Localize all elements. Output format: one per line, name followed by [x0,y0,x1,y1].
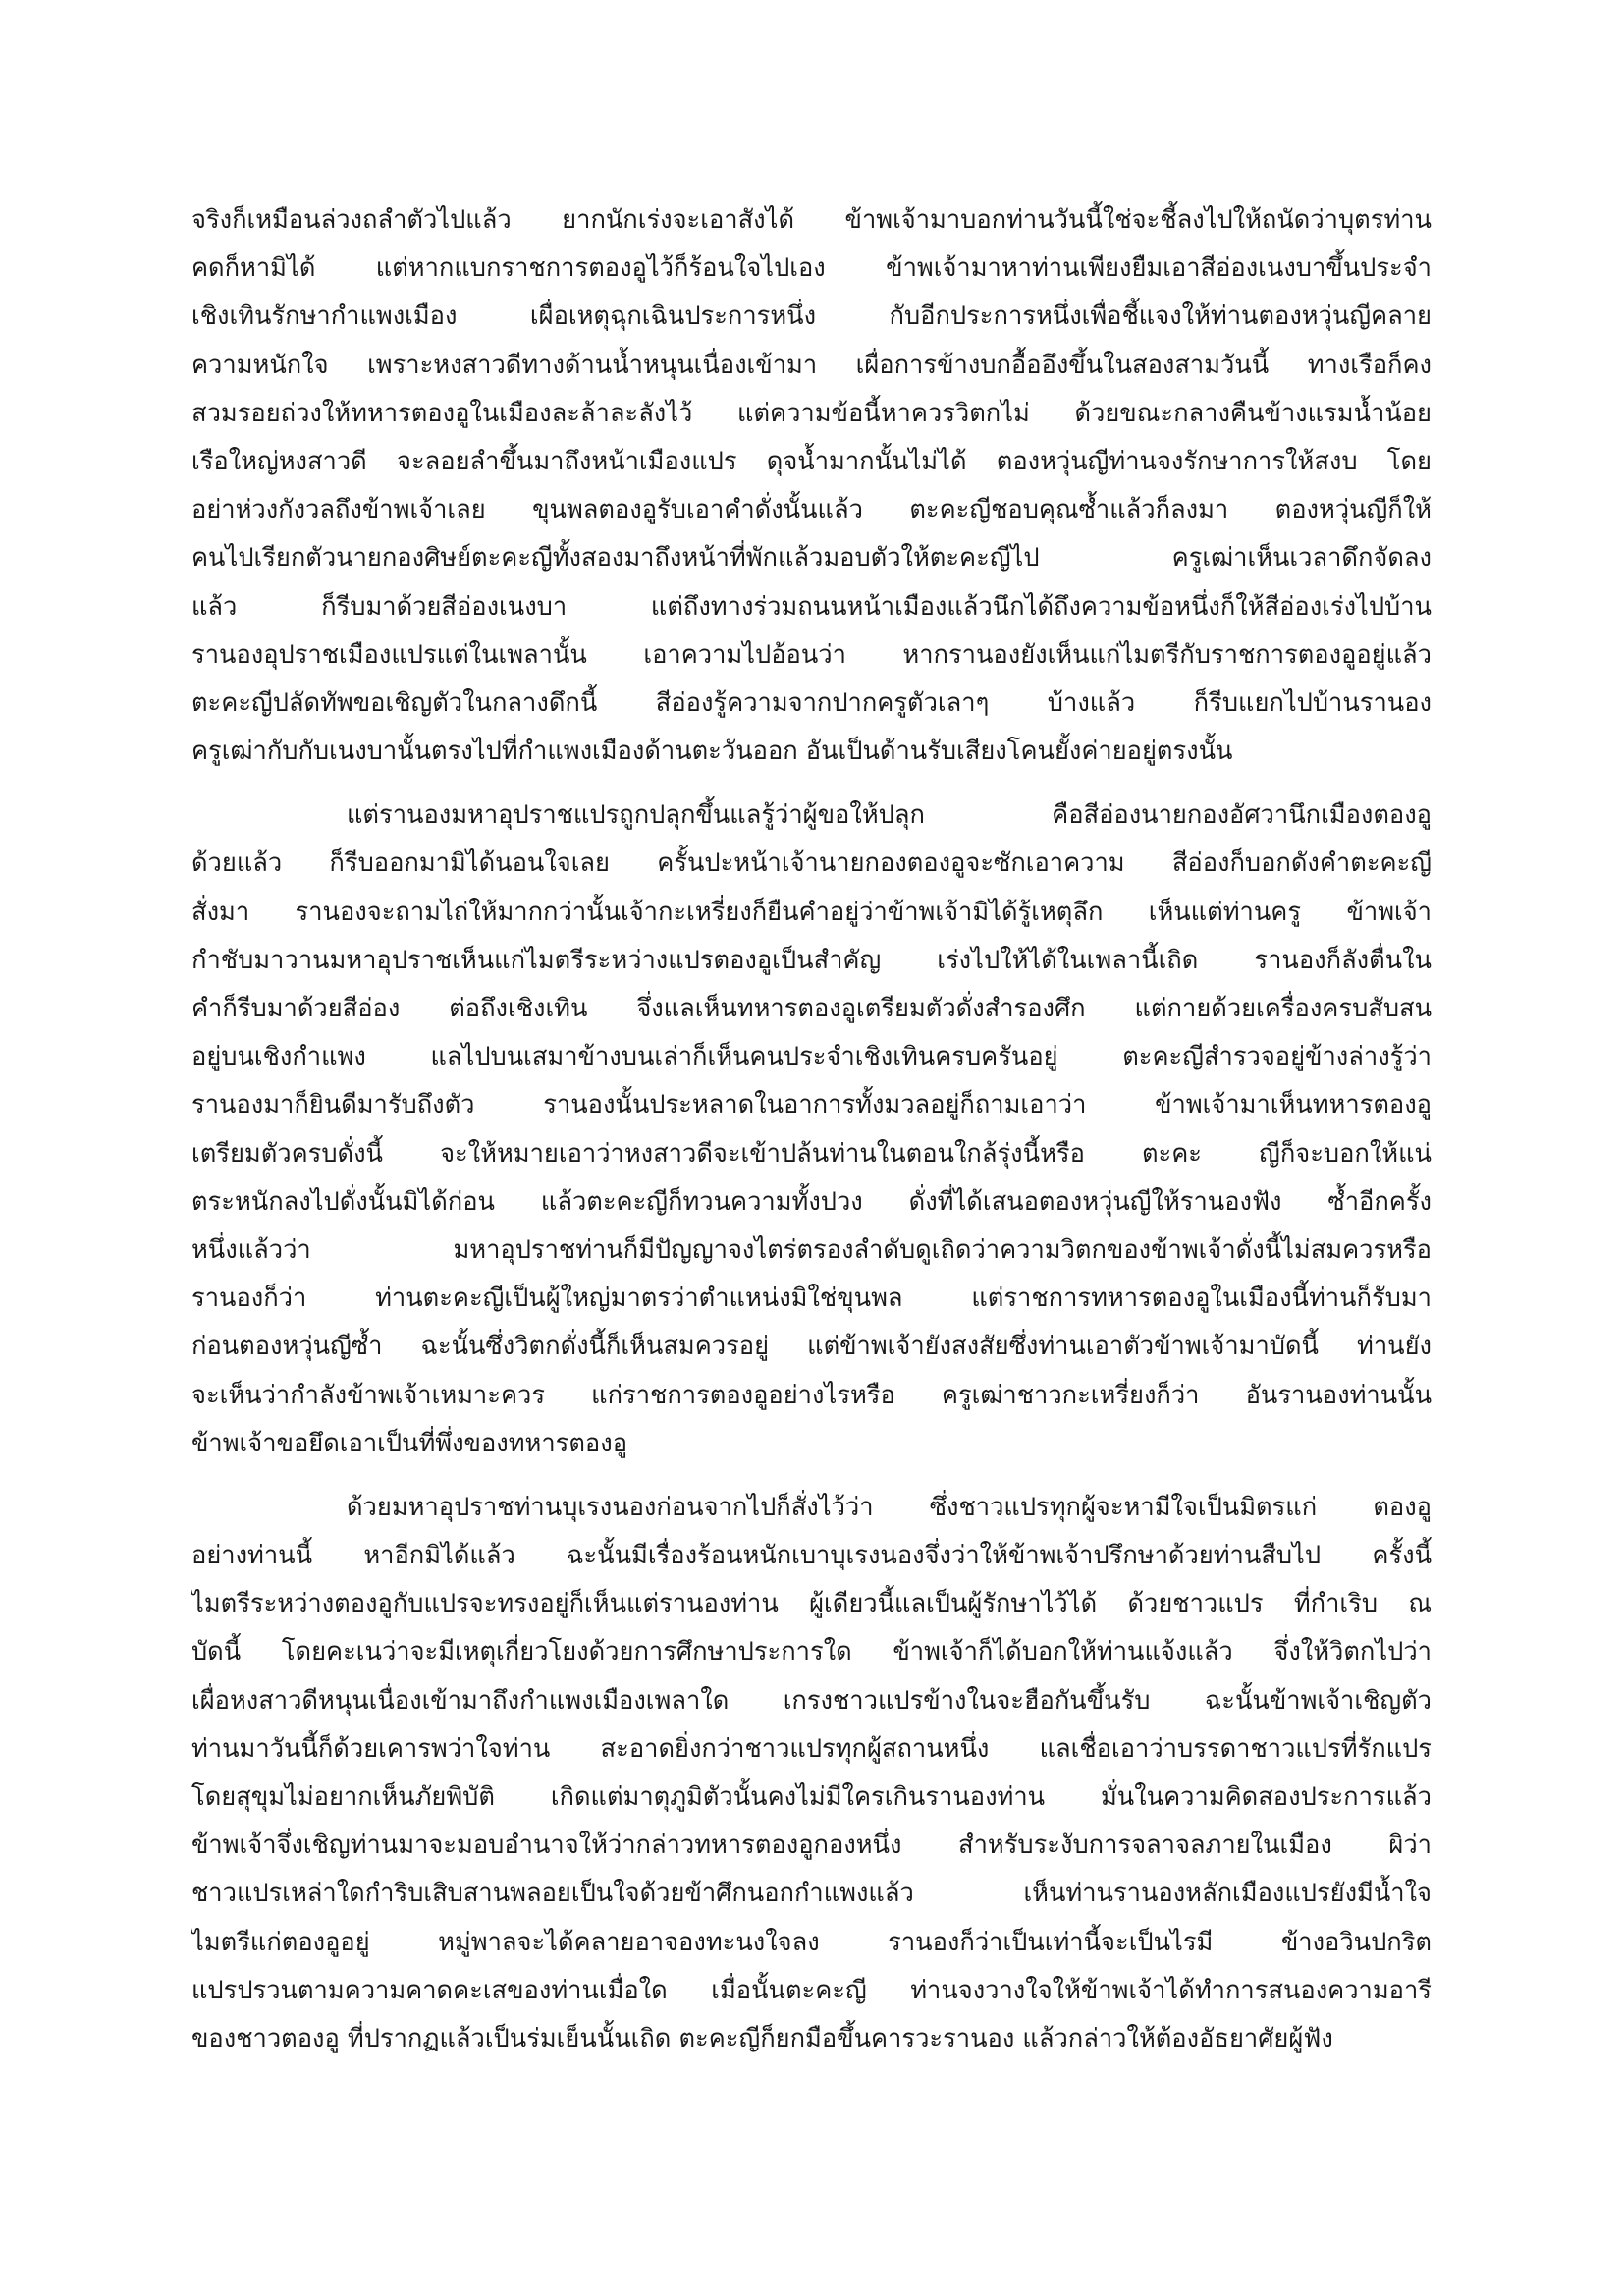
text-line: รานองก็ว่า ท่านตะคะญีเป็นผู้ใหญ่มาตรว่าตำแหน่งมิใช่ขุนพล แต่ราชการทหารตองอูในเมืองนี้ท่านก็รับมา [191,1284,1432,1314]
text-line: อย่างท่านนี้ หาอีกมิได้แล้ว ฉะนั้นมีเรื่องร้อนหนักเบาบุเรงนองจึ่งว่าให้ข้าพเจ้าปรึกษาด้วยท่านสืบไป ครั้งนี้ [191,1541,1432,1571]
text-line: ตระหนักลงไปดั่งนั้นมิได้ก่อน แล้วตะคะญีก็ทวนความทั้งปวง ดั่งที่ได้เสนอตองหวุ่นญีให้รานองฟัง ซ้ำอีกครั้ง [191,1186,1432,1217]
paragraph [191,196,1432,776]
text-line: แต่รานองมหาอุปราชแปรถูกปลุกขึ้นแลรู้ว่าผู้ขอให้ปลุก คือสีอ่องนายกองอัศวานึกเมืองตองอู [347,800,1432,831]
text-line: เชิงเทินรักษากำแพงเมือง เผื่อเหตุฉุกเฉินประการหนึ่ง กับอีกประการหนึ่งเพื่อชี้แจงให้ท่านตองหวุ่นญีคลาย [191,301,1432,332]
text-line: อยู่บนเชิงกำแพง แลไปบนเสมาข้างบนเล่าก็เห็นคนประจำเชิงเทินครบครันอยู่ ตะคะญีสำรวจอยู่ข้างล่างรู้ว่า [191,1042,1432,1072]
text-line: ความหนักใจ เพราะหงสาวดีทางด้านน้ำหนุนเนื่องเข้ามา เผื่อการข้างบกอื้ออึงขึ้นในสองสามวันนี้ ทางเรือก็คง [191,350,1432,380]
text-line: แปรปรวนตามความคาดคะเสของท่านเมื่อใด เมื่อนั้นตะคะญี ท่านจงวางใจให้ข้าพเจ้าได้ทำการสนองความอารี [191,1975,1432,2005]
text-line: ตะคะญีปลัดทัพขอเชิญตัวในกลางดึกนี้ สีอ่องรู้ความจากปากครูตัวเลาๆ บ้างแล้ว ก็รีบแยกไปบ้านรานอง [191,687,1432,718]
text-line: คดก็หามิได้ แต่หากแบกราชการตองอูไว้ก็ร้อนใจไปเอง ข้าพเจ้ามาหาท่านเพียงยืมเอาสีอ่องเนงบาขึ้นประจำ [191,253,1432,284]
text-line: ครูเฒ่ากับกับเนงบานั้นตรงไปที่กำแพงเมืองด้านตะวันออก อันเป็นด้านรับเสียงโคนยั้งค่ายอยู่ตรงนั้น [191,737,1233,767]
text-line: คำก็รีบมาด้วยสีอ่อง ต่อถึงเชิงเทิน จึ่งแลเห็นทหารตองอูเตรียมตัวดั่งสำรองศึก แต่กายด้วยเครื่องครบสับสน [191,994,1432,1023]
text-line: สวมรอยถ่วงให้ทหารตองอูในเมืองละล้าละลังไว้ แต่ความข้อนี้หาควรวิตกไม่ ด้วยขณะกลางคืนข้างแรมน้ำน้อย [191,398,1432,428]
text-line: ข้าพเจ้าขอยึดเอาเป็นที่พึ่งของทหารตองอู [191,1428,628,1458]
paragraph [191,792,1432,1468]
text-line: รานองมาก็ยินดีมารับถึงตัว รานองนั้นประหลาดในอาการทั้งมวลอยู่ก็ถามเอาว่า ข้าพเจ้ามาเห็นทหารตองอู [191,1090,1432,1121]
text-line: ไมตรีแก่ตองอูอยู่ หมู่พาลจะได้คลายอาจองทะนงใจลง รานองก็ว่าเป็นเท่านี้จะเป็นไรมี ข้างอวินปกริต [191,1927,1432,1957]
text-line: ด้วยแล้ว ก็รีบออกมามิได้นอนใจเลย ครั้นปะหน้าเจ้านายกองตองอูจะซักเอาความ สีอ่องก็บอกดังคำตะคะญี [191,848,1432,879]
text-line: กำชับมาวานมหาอุปราชเห็นแก่ไมตรีระหว่างแปรตองอูเป็นสำคัญ เร่งไปให้ได้ในเพลานี้เถิด รานองก็ลังตื่นใน [191,945,1432,975]
text-line: จะเห็นว่ากำลังข้าพเจ้าเหมาะควร แก่ราชการตองอูอย่างไรหรือ ครูเฒ่าชาวกะเหรี่ยงก็ว่า อันรานองท่านนั้น [191,1380,1432,1410]
text-line: เรือใหญ่หงสาวดี จะลอยลำขึ้นมาถึงหน้าเมืองแปร ดุจน้ำมากนั้นไม่ได้ ตองหวุ่นญีท่านจงรักษาการให้สงบ โดย [191,446,1432,476]
text-line: ท่านมาวันนี้ก็ด้วยเคารพว่าใจท่าน สะอาดยิ่งกว่าชาวแปรทุกผู้สถานหนึ่ง แลเชื่อเอาว่าบรรดาชาวแปรที่รักแปร [191,1733,1432,1764]
text-line: หนึ่งแล้วว่า มหาอุปราชท่านก็มีปัญญาจงไตร่ตรองลำดับดูเถิดว่าความวิตกของข้าพเจ้าดั่งนี้ไม่สมควรหรือ [191,1234,1432,1265]
text-line: เผื่อหงสาวดีหนุนเนื่องเข้ามาถึงกำแพงเมืองเพลาใด เกรงชาวแปรข้างในจะฮือกันขึ้นรับ ฉะนั้นข้าพเจ้าเชิญตัว [191,1685,1432,1716]
text-line: โดยสุขุมไม่อยากเห็นภัยพิบัติ เกิดแต่มาตุภูมิตัวนั้นคงไม่มีใครเกินรานองท่าน มั่นในความคิดสองประการแล้ว [191,1782,1432,1812]
text-line: สั่งมา รานองจะถามไถ่ให้มากกว่านั้นเจ้ากะเหรี่ยงก็ยืนคำอยู่ว่าข้าพเจ้ามิได้รู้เหตุลึก เห็นแต่ท่านครู ข้าพเจ้า [191,897,1432,927]
text-line: บัดนี้ โดยคะเนว่าจะมีเหตุเกี่ยวโยงด้วยการศึกษาประการใด ข้าพเจ้าก็ได้บอกให้ท่านแจ้งแล้ว จึ่งให้วิตกไปว่า [191,1637,1432,1667]
text-line: คนไปเรียกตัวนายกองศิษย์ตะคะญีทั้งสองมาถึงหน้าที่พักแล้วมอบตัวให้ตะคะญีไป ครูเฒ่าเห็นเวลาดึกจัดลง [191,543,1432,574]
text-line: ชาวแปรเหล่าใดกำริบเสิบสานพลอยเป็นใจด้วยข้าศึกนอกกำแพงแล้ว เห็นท่านรานองหลักเมืองแปรยังมีน้ำใจ [191,1879,1432,1909]
text-line: แล้ว ก็รีบมาด้วยสีอ่องเนงบา แต่ถึงทางร่วมถนนหน้าเมืองแล้วนึกได้ถึงความข้อหนึ่งก็ให้สีอ่องเร่งไปบ้าน [191,591,1432,622]
text-line: ไมตรีระหว่างตองอูกับแปรจะทรงอยู่ก็เห็นแต่รานองท่าน ผู้เดียวนี้แลเป็นผู้รักษาไว้ได้ ด้วยชาวแปร ที่กำเริบ ณ [191,1589,1432,1619]
text-line: เตรียมตัวครบดั่งนี้ จะให้หมายเอาว่าหงสาวดีจะเข้าปล้นท่านในตอนใกล้รุ่งนี้หรือ ตะคะ ญีก็จะบอกให้แน่ [191,1138,1432,1169]
paragraph [191,1484,1432,2063]
text-line: อย่าห่วงกังวลถึงข้าพเจ้าเลย ขุนพลตองอูรับเอาคำดั่งนั้นแล้ว ตะคะญีชอบคุณซ้ำแล้วก็ลงมา ตองหวุ่นญีก็ให้ [191,495,1432,525]
text-line: รานองอุปราชเมืองแปรแต่ในเพลานั้น เอาความไปอ้อนว่า หากรานองยังเห็นแก่ไมตรีกับราชการตองอูอยู่แล้ว [191,639,1432,670]
text-line: ข้าพเจ้าจึ่งเชิญท่านมาจะมอบอำนาจให้ว่ากล่าวทหารตองอูกองหนึ่ง สำหรับระงับการจลาจลภายในเมือง ผิว่า [191,1831,1432,1861]
document-body [191,196,1432,2063]
text-line: จริงก็เหมือนล่วงถลำตัวไปแล้ว ยากนักเร่งจะเอาสังได้ ข้าพเจ้ามาบอกท่านวันนี้ใช่จะชี้ลงไปให้ถนัดว่าบุตรท่าน [191,205,1432,235]
text-line: ด้วยมหาอุปราชท่านบุเรงนองก่อนจากไปก็สั่งไว้ว่า ซึ่งชาวแปรทุกผู้จะหามีใจเป็นมิตรแก่ ตองอู [347,1492,1432,1522]
text-line: ก่อนตองหวุ่นญีซ้ำ ฉะนั้นซึ่งวิตกดั่งนี้ก็เห็นสมควรอยู่ แต่ข้าพเจ้ายังสงสัยซึ่งท่านเอาตัวข้าพเจ้ามาบัดนี้ ท่านยัง [191,1332,1432,1362]
text-line: ของชาวตองอู ที่ปรากฏแล้วเป็นร่มเย็นนั้นเถิด ตะคะญีก็ยกมือขึ้นคารวะรานอง แล้วกล่าวให้ต้องอัธยาศัยผู้ฟัง [191,2023,1333,2053]
